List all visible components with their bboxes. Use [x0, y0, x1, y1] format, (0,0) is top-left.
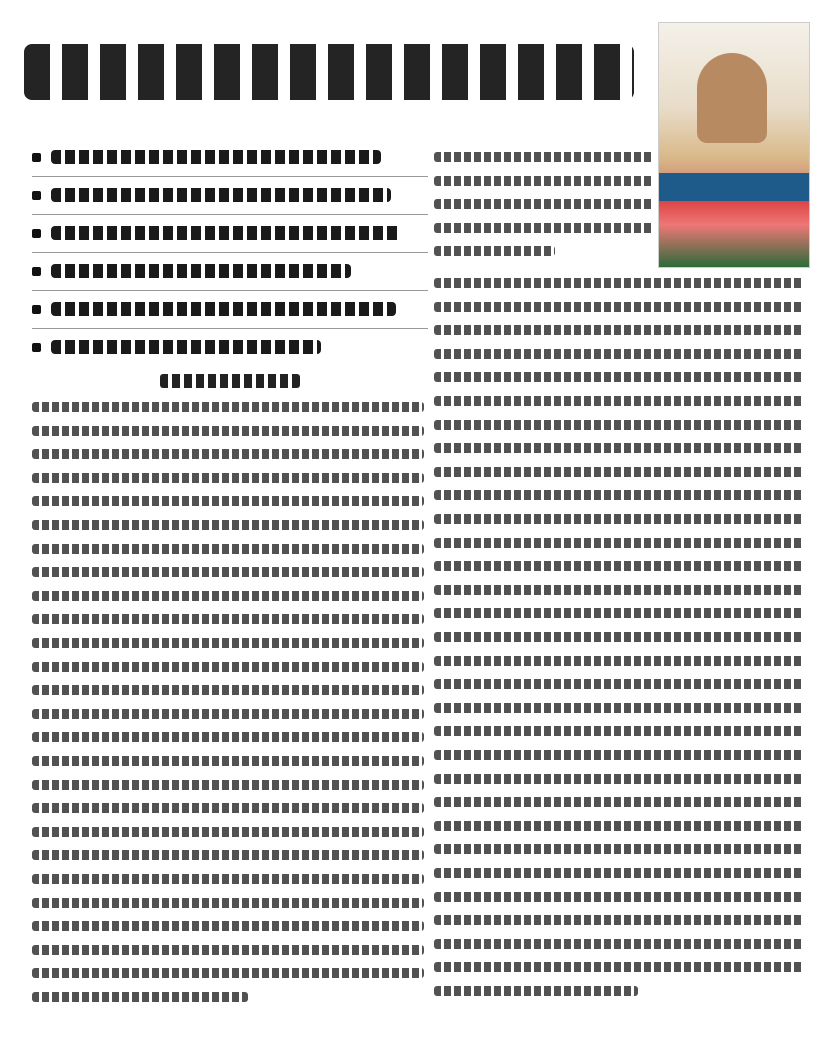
text-line [32, 614, 424, 624]
bullet-item [32, 184, 391, 206]
bullet-marker [32, 305, 41, 314]
text-line [434, 726, 804, 736]
text-line [32, 544, 424, 554]
text-line [434, 467, 804, 477]
text-line [32, 780, 424, 790]
text-line [434, 302, 804, 312]
text-line [32, 426, 424, 436]
text-line [434, 396, 804, 406]
bullet-item [32, 298, 396, 320]
bullet-text [51, 188, 391, 202]
text-line [32, 449, 424, 459]
text-line [434, 152, 654, 162]
bullet-item [32, 260, 351, 282]
bullet-marker [32, 191, 41, 200]
text-line [434, 420, 804, 430]
text-line [434, 868, 804, 878]
text-line [434, 986, 638, 996]
text-line [32, 803, 424, 813]
article-photo [658, 22, 810, 268]
bullet-text [51, 302, 396, 316]
text-line [32, 638, 424, 648]
text-line [32, 709, 424, 719]
text-line [32, 473, 424, 483]
text-line [32, 945, 424, 955]
headline [24, 36, 634, 106]
text-line [434, 892, 804, 902]
bullet-marker [32, 267, 41, 276]
text-line [32, 567, 424, 577]
bullet-marker [32, 343, 41, 352]
text-line [434, 278, 804, 288]
text-line [32, 850, 424, 860]
text-line [434, 246, 555, 256]
text-line [434, 585, 804, 595]
text-line [32, 591, 424, 601]
text-line [32, 662, 424, 672]
speaker-figure [697, 53, 767, 143]
text-line [32, 874, 424, 884]
text-line [434, 679, 804, 689]
bullet-text [51, 226, 401, 240]
text-line [434, 939, 804, 949]
bullet-text [51, 150, 381, 164]
text-line [434, 750, 804, 760]
text-line [32, 898, 424, 908]
podium-flowers [659, 173, 809, 267]
text-line [434, 561, 804, 571]
text-line [32, 402, 424, 412]
text-line [434, 176, 654, 186]
text-line [434, 844, 804, 854]
text-line [434, 821, 804, 831]
bullet-item [32, 336, 321, 358]
left-column [32, 396, 428, 1016]
bullet-text [51, 340, 321, 354]
bullet-marker [32, 153, 41, 162]
text-line [434, 325, 804, 335]
text-line [32, 756, 424, 766]
bullet-item [32, 146, 381, 168]
text-line [32, 496, 424, 506]
text-line [32, 732, 424, 742]
text-line [434, 774, 804, 784]
text-line [32, 685, 424, 695]
text-line [434, 656, 804, 666]
text-line [434, 443, 804, 453]
text-line [434, 632, 804, 642]
bullet-item [32, 222, 401, 244]
right-column [434, 272, 808, 1016]
divider [32, 214, 428, 215]
byline [160, 374, 300, 388]
bullet-text [51, 264, 351, 278]
text-line [32, 968, 424, 978]
text-line [434, 915, 804, 925]
bullet-marker [32, 229, 41, 238]
text-line [32, 827, 424, 837]
divider [32, 252, 428, 253]
text-line [32, 520, 424, 530]
text-line [434, 608, 804, 618]
divider [32, 176, 428, 177]
text-line [434, 199, 654, 209]
text-line [434, 962, 804, 972]
text-line [434, 349, 804, 359]
text-line [434, 490, 804, 500]
text-line [434, 223, 654, 233]
divider [32, 290, 428, 291]
divider [32, 328, 428, 329]
text-line [434, 703, 804, 713]
text-line [434, 372, 804, 382]
text-line [32, 921, 424, 931]
text-line [434, 797, 804, 807]
right-column-top [434, 146, 660, 266]
text-line [434, 514, 804, 524]
headline-text [24, 44, 634, 100]
text-line [434, 538, 804, 548]
text-line [32, 992, 248, 1002]
